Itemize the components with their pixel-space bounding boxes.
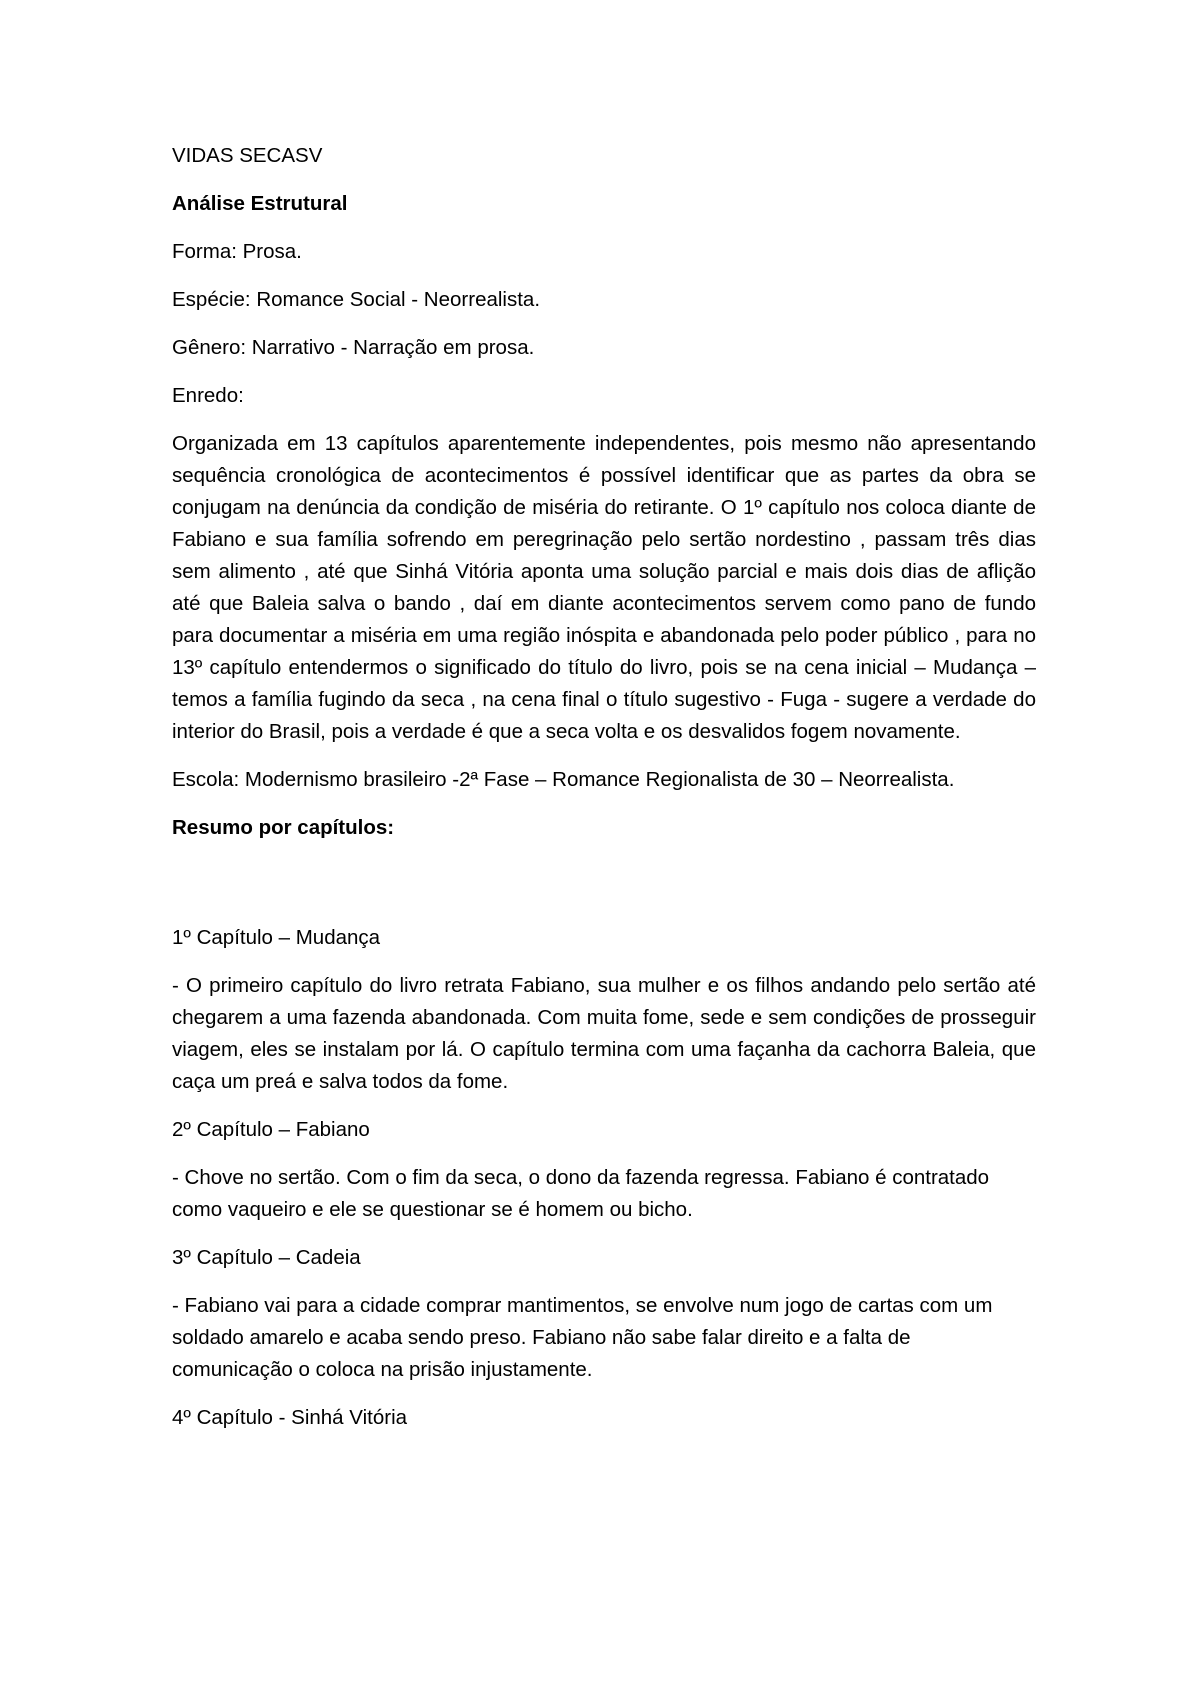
chapter-4-title: 4º Capítulo - Sinhá Vitória [172, 1406, 408, 1429]
escola-line: Escola: Modernismo brasileiro -2ª Fase – Romance Regionalista de 30 – Neorrealista. [172, 768, 955, 791]
especie-line: Espécie: Romance Social - Neorrealista. [172, 288, 541, 311]
chapter-2-title: 2º Capítulo – Fabiano [172, 1118, 370, 1141]
chapter-2-summary: - Chove no sertão. Com o fim da seca, o dono da fazenda regressa. Fabiano é contratado como vaqueiro e ele se questionar se é homem ou bicho. [172, 1166, 990, 1221]
enredo-label: Enredo: [172, 384, 244, 407]
chapter-1-summary: - O primeiro capítulo do livro retrata Fabiano, sua mulher e os filhos andando pelo sertão até chegarem a uma fazenda abandonada. Com muita fome, sede e sem condições de prosseguir viagem, eles se instalam por lá. O capítulo termina com uma façanha da cachorra Baleia, que caça um preá e salva todos da fome. [172, 974, 1036, 1093]
chapter-3-title: 3º Capítulo – Cadeia [172, 1246, 361, 1269]
document-title: VIDAS SECASV [172, 144, 323, 167]
chapter-1-title: 1º Capítulo – Mudança [172, 926, 381, 949]
enredo-paragraph: Organizada em 13 capítulos aparentemente independentes, pois mesmo não apresentando sequência cronológica de acontecimentos é possível identificar que as partes da obra se conjugam na denúncia da condição de miséria do retirante. O 1º capítulo nos coloca diante de Fabiano e sua família sofrendo em peregrinação pelo sertão nordestino , passam três dias sem alimento , até que Sinhá Vitória aponta uma solução parcial e mais dois dias de aflição até que Baleia salva o bando , daí em diante acontecimentos servem como pano de fundo para documentar a miséria em uma região inóspita e abandonada pelo poder público , para no 13º capítulo entendermos o significado do título do livro, pois se na cena inicial – Mudança – temos a família fugindo da seca , na cena final o título sugestivo - Fuga - sugere a verdade do interior do Brasil, pois a verdade é que a seca volta e os desvalidos fogem novamente. [172, 432, 1036, 743]
forma-line: Forma: Prosa. [172, 240, 302, 263]
genero-line: Gênero: Narrativo - Narração em prosa. [172, 336, 535, 359]
section-heading: Análise Estrutural [172, 192, 348, 215]
chapter-3-summary: - Fabiano vai para a cidade comprar mantimentos, se envolve num jogo de cartas com um soldado amarelo e acaba sendo preso. Fabiano não sabe falar direito e a falta de comunicação o coloca na prisão injustamente. [172, 1294, 993, 1381]
document-page [172, 140, 1036, 1450]
resumo-heading: Resumo por capítulos: [172, 816, 395, 839]
spacer [172, 860, 1036, 922]
